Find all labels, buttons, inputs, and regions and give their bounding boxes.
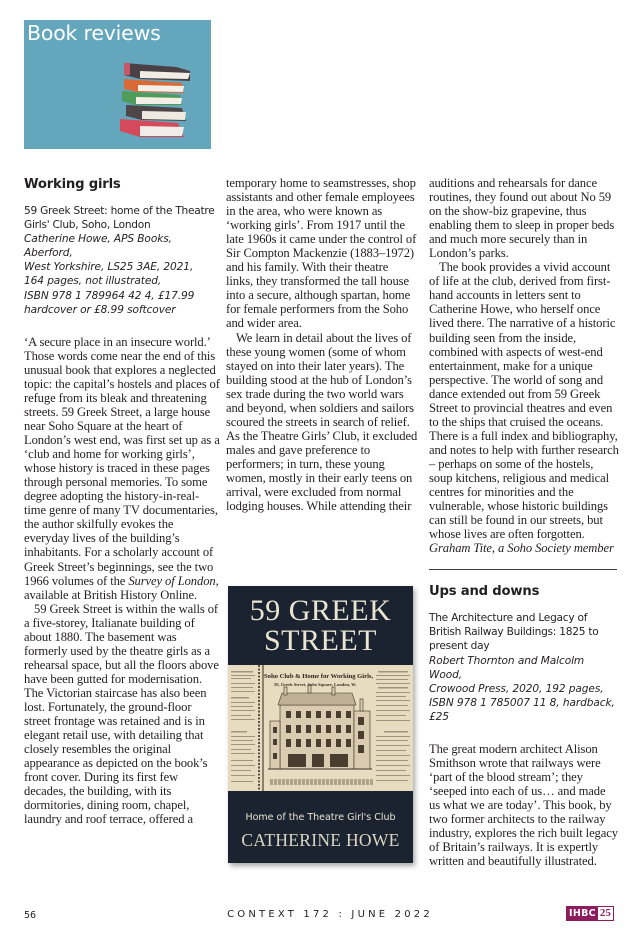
- column-3: [429, 176, 619, 868]
- review-paragraph: The book provides a vivid account of life at the club, derived from first-hand accounts in letters sent to Catherine Howe, who herself once lived there. The narrative of a historic building seen from the inside, combined with aspects of west-end entertainment, make for a unique perspective. The world of song and dance extended out from 59 Greek Street to provincial theatres and even to the ships that cruised the oceans. There is a full index and bibliography, and notes to help with further research – perhaps on some of the hostels, soup kitchens, religious and medical centres for minorities and the vulnerable, whose historic buildings can still be found in our streets, but whose lives are often forgotten.: [429, 260, 619, 542]
- cover-title-line-1: 59 GREEK: [249, 594, 392, 627]
- section-header-box: [24, 20, 211, 149]
- newspaper-caption: [270, 779, 374, 785]
- stack-of-books-icon: [120, 59, 192, 139]
- issue-label: CONTEXT 172 : JUNE 2022: [227, 909, 433, 920]
- review-paragraph: We learn in detail about the lives of these young women (some of whom stayed on into their later years). The building stood at the hub of London’s sex trade during the two world wars and beyond, when soldiers and sailors scoured the streets in search of relief. As the Theatre Girls’ Club, it excluded males and gave preference to performers; in turn, these young women, mostly in their early teens on arrival, were excluded from normal lodging houses. While attending their: [226, 330, 418, 514]
- reviewer-signature: Graham Tite, a Soho Society member: [429, 541, 614, 556]
- column-1: [24, 176, 220, 826]
- cover-author: CATHERINE HOWE: [241, 830, 400, 850]
- logo-number: 25: [599, 907, 611, 919]
- cover-subtitle: Home of the Theatre Girl's Club: [245, 812, 396, 823]
- book-publication-details: Catherine Howe, APS Books, Aberford, West Yorkshire, LS25 3AE, 2021, 164 pages, not illustrated, ISBN 978 1 789964 42 4, £17.99 hardcover or £8.99 softcover: [24, 233, 195, 316]
- review-paragraph: The great modern architect Alison Smithson wrote that railways were ‘part of the blood stream’; they ‘seeped into each of us… and made us what we are today’. This book, by two former architects to the railway industry, explores the rich built legacy of Britain’s railways. It is expertly written and beautifully illustrated.: [429, 742, 618, 869]
- review-heading: Ups and downs: [429, 584, 540, 600]
- review-paragraph: temporary home to seamstresses, shop assistants and other female employees in the area, who were known as ‘working girls’. From 1917 until the late 1960s it came under the control of Sir Compton Mackenzie (1883–1972) and his family. With their theatre links, they transformed the tall house into a secure, although spartan, home for female performers from the Soho and wider area.: [226, 176, 417, 331]
- cover-newspaper-illustration: [228, 665, 413, 791]
- newspaper-heading: Soho Club & Home for Working Girls,: [264, 673, 374, 680]
- book-cover-image: [228, 586, 413, 863]
- survey-of-london-title: Survey of London: [128, 573, 216, 588]
- cover-title-line-2: STREET: [264, 624, 377, 657]
- newspaper-address: 59, Greek Street, Soho Square, London, W.: [274, 682, 357, 687]
- book-publication-details: Robert Thornton and Malcolm Wood, Crowood Press, 2020, 192 pages, ISBN 978 1 785007 11 8, hardback, £25: [429, 654, 615, 723]
- page-number: 56: [24, 910, 37, 921]
- book-title: 59 Greek Street: home of the Theatre Girls' Club, Soho, London: [24, 205, 215, 232]
- ihbc-logo: [566, 906, 614, 921]
- review-heading: Working girls: [24, 177, 121, 192]
- book-title: The Architecture and Legacy of British Railway Buildings: 1825 to present day: [429, 612, 599, 653]
- review-paragraph: auditions and rehearsals for dance routines, they found out about No 59 on the show-biz grapevine, thus enabling them to sleep in proper beds and much more securely than in London’s parks.: [429, 176, 615, 261]
- review-paragraph: ‘A secure place in an insecure world.’ Those words come near the end of this unusual book that explores a neglected topic: the capital’s hostels and places of refuge from its bleak and threatening streets. 59 Greek Street, a large house near Soho Square at the heart of London’s west end, was first set up as a ‘club and home for working girls’, whose history is traced in these pages through personal memories. To some degree adopting the history-in-real-time genre of many TV documentaries, the author skilfully evokes the everyday lives of the building’s inhabitants. For a scholarly account of Greek Street’s beginnings, see the two 1966 volumes of the Survey of London, available at British History Online.: [24, 334, 220, 602]
- logo-text: IHBC: [569, 908, 596, 919]
- section-title: Book reviews: [27, 21, 161, 45]
- section-divider: [429, 569, 617, 570]
- column-2: [226, 176, 418, 513]
- review-paragraph: 59 Greek Street is within the walls of a five-storey, Italianate building of about 1880. The basement was formerly used by the theatre girls as a rehearsal space, but all the floors above have been gutted for modernisation. The Victorian staircase has also been lost. Fortunately, the ground-floor street frontage was retained and is in elegant retail use, with detailing that closely resembles the original appearance as depicted on the book’s front cover. During its first few decades, the building, with its dormitories, dining room, chapel, laundry and roof terrace, offered a: [24, 601, 219, 827]
